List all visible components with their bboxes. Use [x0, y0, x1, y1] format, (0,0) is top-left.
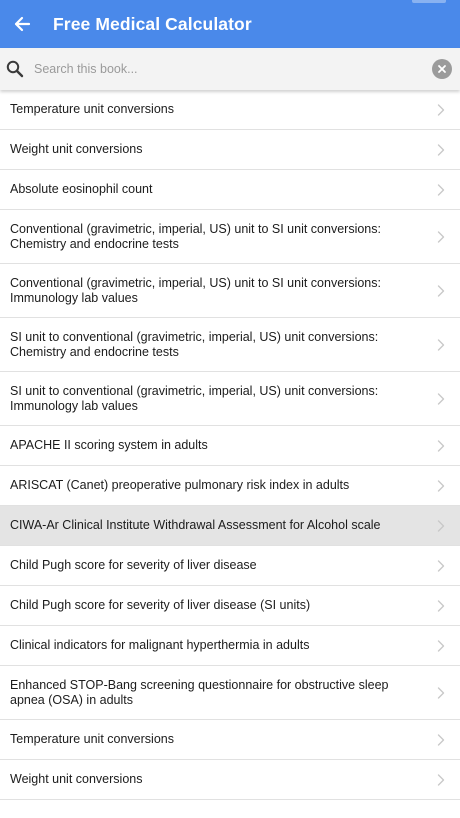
list-item[interactable]: [0, 546, 460, 586]
chevron-right-icon: [434, 687, 448, 699]
list-item-label: Temperature unit conversions: [10, 732, 174, 746]
back-button[interactable]: [2, 0, 42, 48]
arrow-left-icon: [13, 15, 31, 33]
list-item-label: Conventional (gravimetric, imperial, US) unit to SI unit conversions: Immunology lab values: [10, 275, 381, 305]
chevron-right-icon: [434, 774, 448, 786]
list-item[interactable]: [0, 372, 460, 426]
list-item[interactable]: [0, 170, 460, 210]
list-item[interactable]: [0, 318, 460, 372]
chevron-right-icon: [434, 520, 448, 532]
list-item[interactable]: [0, 626, 460, 666]
search-input[interactable]: [34, 54, 432, 84]
chevron-right-icon: [434, 734, 448, 746]
list-item-label: Enhanced STOP-Bang screening questionnaire for obstructive sleep apnea (OSA) in adults: [10, 677, 389, 707]
chevron-right-icon: [434, 339, 448, 351]
list-item[interactable]: [0, 466, 460, 506]
list-item[interactable]: [0, 130, 460, 170]
list-item[interactable]: [0, 506, 460, 546]
list-item[interactable]: [0, 720, 460, 760]
list-item-label: Weight unit conversions: [10, 772, 143, 786]
list-item[interactable]: [0, 210, 460, 264]
chevron-right-icon: [434, 440, 448, 452]
chevron-right-icon: [434, 600, 448, 612]
list-item[interactable]: [0, 264, 460, 318]
list-item-label: Child Pugh score for severity of liver disease: [10, 558, 257, 572]
list-item[interactable]: [0, 90, 460, 130]
list-item-label: Clinical indicators for malignant hyperthermia in adults: [10, 638, 310, 652]
chevron-right-icon: [434, 144, 448, 156]
topic-list: [0, 90, 460, 800]
list-item[interactable]: [0, 666, 460, 720]
chevron-right-icon: [434, 104, 448, 116]
status-bar-fragment: [412, 0, 446, 3]
chevron-right-icon: [434, 393, 448, 405]
list-item[interactable]: [0, 760, 460, 800]
list-item-label: APACHE II scoring system in adults: [10, 438, 208, 452]
clear-icon: [437, 64, 447, 74]
list-item-label: Child Pugh score for severity of liver disease (SI units): [10, 598, 311, 612]
list-item-label: Weight unit conversions: [10, 142, 143, 156]
chevron-right-icon: [434, 560, 448, 572]
chevron-right-icon: [434, 480, 448, 492]
clear-search-button[interactable]: [432, 59, 452, 79]
list-item[interactable]: [0, 586, 460, 626]
page-title: Free Medical Calculator: [53, 13, 252, 34]
list-item[interactable]: [0, 426, 460, 466]
app-bar: [0, 0, 460, 48]
chevron-right-icon: [434, 184, 448, 196]
list-item-label: CIWA-Ar Clinical Institute Withdrawal Assessment for Alcohol scale: [10, 518, 381, 532]
search-icon: [2, 48, 28, 90]
chevron-right-icon: [434, 231, 448, 243]
chevron-right-icon: [434, 640, 448, 652]
chevron-right-icon: [434, 285, 448, 297]
search-bar: [0, 48, 460, 90]
list-item-label: Temperature unit conversions: [10, 102, 174, 116]
list-item-label: ARISCAT (Canet) preoperative pulmonary risk index in adults: [10, 478, 350, 492]
list-item-label: Conventional (gravimetric, imperial, US) unit to SI unit conversions: Chemistry and endocrine tests: [10, 221, 381, 251]
list-item-label: SI unit to conventional (gravimetric, imperial, US) unit conversions: Immunology lab values: [10, 383, 379, 413]
list-item-label: SI unit to conventional (gravimetric, imperial, US) unit conversions: Chemistry and endocrine tests: [10, 329, 379, 359]
list-item-label: Absolute eosinophil count: [10, 182, 153, 196]
